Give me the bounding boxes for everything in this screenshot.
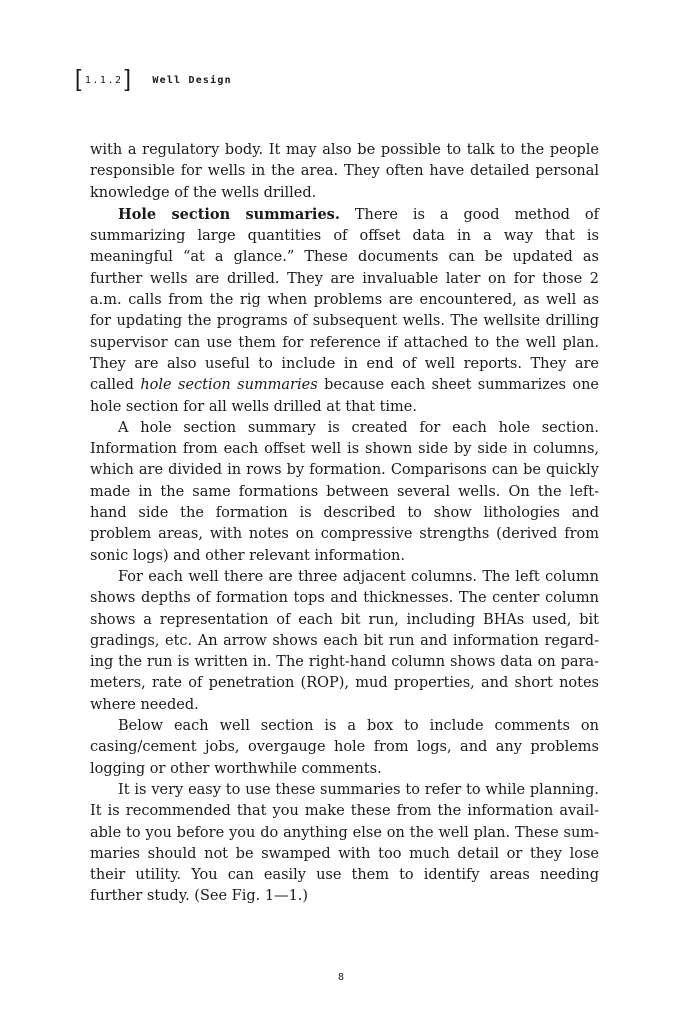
paragraph-5: Below each well section is a box to include comments on casing/cement jobs, overgauge hole from logs, and any problems logging or other worthwhile comments.	[90, 718, 599, 777]
paragraph-2	[90, 204, 599, 418]
running-head	[75, 64, 232, 92]
body-text	[90, 140, 599, 908]
paragraph-1: with a regulatory body. It may also be possible to talk to the people responsible for wells in the area. They often have detailed personal knowledge of the wells drilled.	[90, 142, 599, 201]
paragraph-2-text-b: because each sheet summarizes one hole section for all wells drilled at that time.	[90, 377, 600, 415]
page-number: 8	[337, 972, 345, 983]
italic-term: hole section summaries	[140, 377, 318, 394]
paragraph-3: A hole section summary is created for each hole section. Information from each offset well is shown side by side in columns, which are divided in rows by formation. Comparisons can be quickly made in the same formations between several wells. On the left-hand side the formation is described to show lithologies and problem areas, with notes on compressive strengths (derived from sonic logs) and other relevant information.	[90, 419, 599, 564]
paragraph-4: For each well there are three adjacent columns. The left column shows depths of formation tops and thicknesses. The center column shows a representation of each bit run, including BHAs used, bit gradings, etc. An arrow shows each bit run and information regarding the run is written in. The right-hand column shows data on parameters, rate of penetration (ROP), mud properties, and short notes where needed.	[90, 568, 599, 713]
section-number: 1.1.2	[84, 74, 123, 86]
running-head-title: Well Design	[152, 74, 232, 86]
paragraph-2-text-a: There is a good method of summarizing large quantities of offset data in a way that is meaningful “at a glance.” These documents can be updated as further wells are drilled. They are invaluable later on for those 2 a.m. calls from the rig when problems are encountered, as well as for updating the programs of subsequent wells. The wellsite drilling supervisor can use them for reference if attached to the well plan. They are also useful to include in end of well reports. They are called	[90, 206, 600, 394]
bracket-open: [	[75, 64, 83, 91]
run-in-heading: Hole section summaries.	[118, 205, 340, 223]
bracket-close: ]	[124, 64, 133, 91]
paragraph-6: It is very easy to use these summaries to refer to while planning. It is recommended that you make these from the information available to you before you do anything else on the well plan. These summaries should not be swamped with too much detail or they lose their utility. You can easily use them to identify areas needing further study. (See Fig. 1—1.)	[90, 781, 599, 905]
